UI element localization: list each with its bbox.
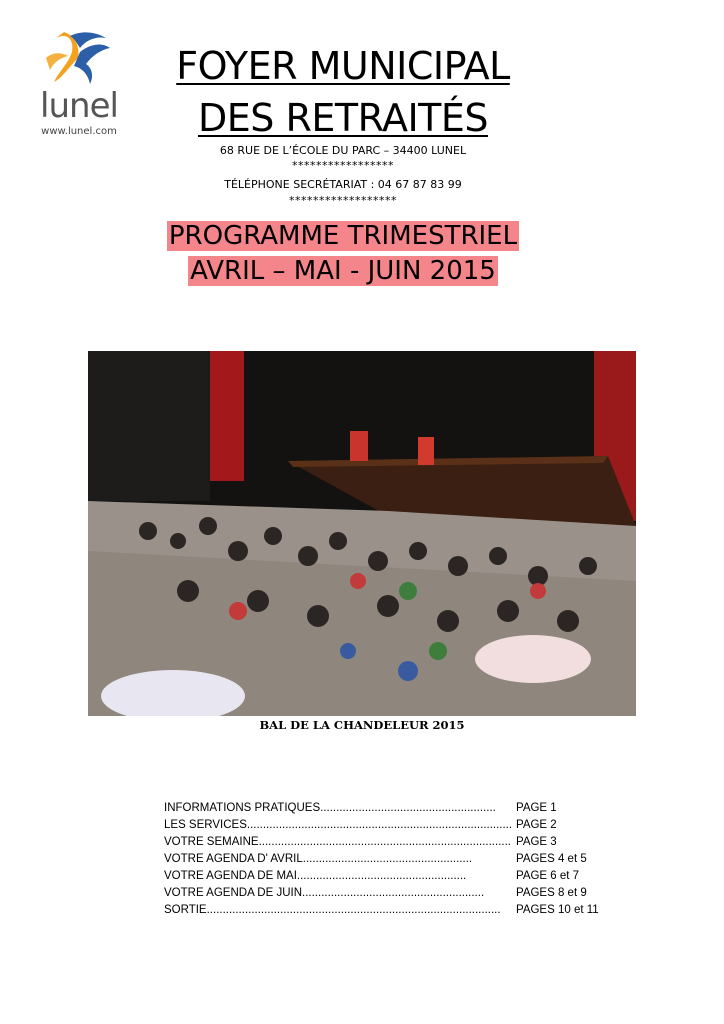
toc-row bbox=[164, 817, 624, 834]
program-period: AVRIL – MAI - JUIN 2015 bbox=[190, 256, 496, 286]
toc-page: PAGE 1 bbox=[516, 802, 557, 814]
table-of-contents bbox=[164, 800, 624, 919]
toc-label: VOTRE SEMAINE............................................................................... bbox=[164, 836, 511, 848]
logo-url: www.lunel.com bbox=[41, 126, 117, 137]
toc-label: VOTRE AGENDA D' AVRIL..................................................... bbox=[164, 853, 473, 865]
toc-row bbox=[164, 800, 624, 817]
toc-label: LES SERVICES................................................................................... bbox=[164, 819, 513, 831]
toc-label: VOTRE AGENDA DE JUIN......................................................... bbox=[164, 887, 485, 899]
toc-page: PAGES 4 et 5 bbox=[516, 853, 587, 865]
stars-divider-2: ****************** bbox=[289, 194, 397, 207]
program-title: PROGRAMME TRIMESTRIEL bbox=[168, 221, 518, 251]
toc-label: VOTRE AGENDA DE MAI..................................................... bbox=[164, 870, 467, 882]
lunel-emblem-icon bbox=[34, 30, 124, 90]
toc-page: PAGES 10 et 11 bbox=[516, 904, 599, 916]
stars-divider-1: ***************** bbox=[292, 159, 394, 172]
photo-caption: BAL DE LA CHANDELEUR 2015 bbox=[259, 718, 465, 732]
toc-row bbox=[164, 885, 624, 902]
dance-hall-illustration bbox=[88, 351, 636, 716]
toc-label: SORTIE............................................................................................ bbox=[164, 904, 501, 916]
toc-row bbox=[164, 868, 624, 885]
toc-page: PAGE 3 bbox=[516, 836, 557, 848]
address: 68 RUE DE L’ÉCOLE DU PARC – 34400 LUNEL bbox=[219, 144, 467, 157]
phone: TÉLÉPHONE SECRÉTARIAT : 04 67 87 83 99 bbox=[224, 178, 462, 191]
toc-row bbox=[164, 902, 624, 919]
toc-row bbox=[164, 834, 624, 851]
logo-name: lunel bbox=[40, 86, 118, 126]
toc-page: PAGE 2 bbox=[516, 819, 557, 831]
toc-page: PAGES 8 et 9 bbox=[516, 887, 587, 899]
page-title-line2: DES RETRAITÉS bbox=[197, 96, 488, 140]
toc-page: PAGE 6 et 7 bbox=[516, 870, 580, 882]
dance-photo bbox=[88, 351, 636, 716]
lunel-logo bbox=[34, 30, 124, 140]
page-title-line1: FOYER MUNICIPAL bbox=[176, 44, 510, 88]
toc-label: INFORMATIONS PRATIQUES....................................................... bbox=[164, 802, 496, 814]
toc-row bbox=[164, 851, 624, 868]
